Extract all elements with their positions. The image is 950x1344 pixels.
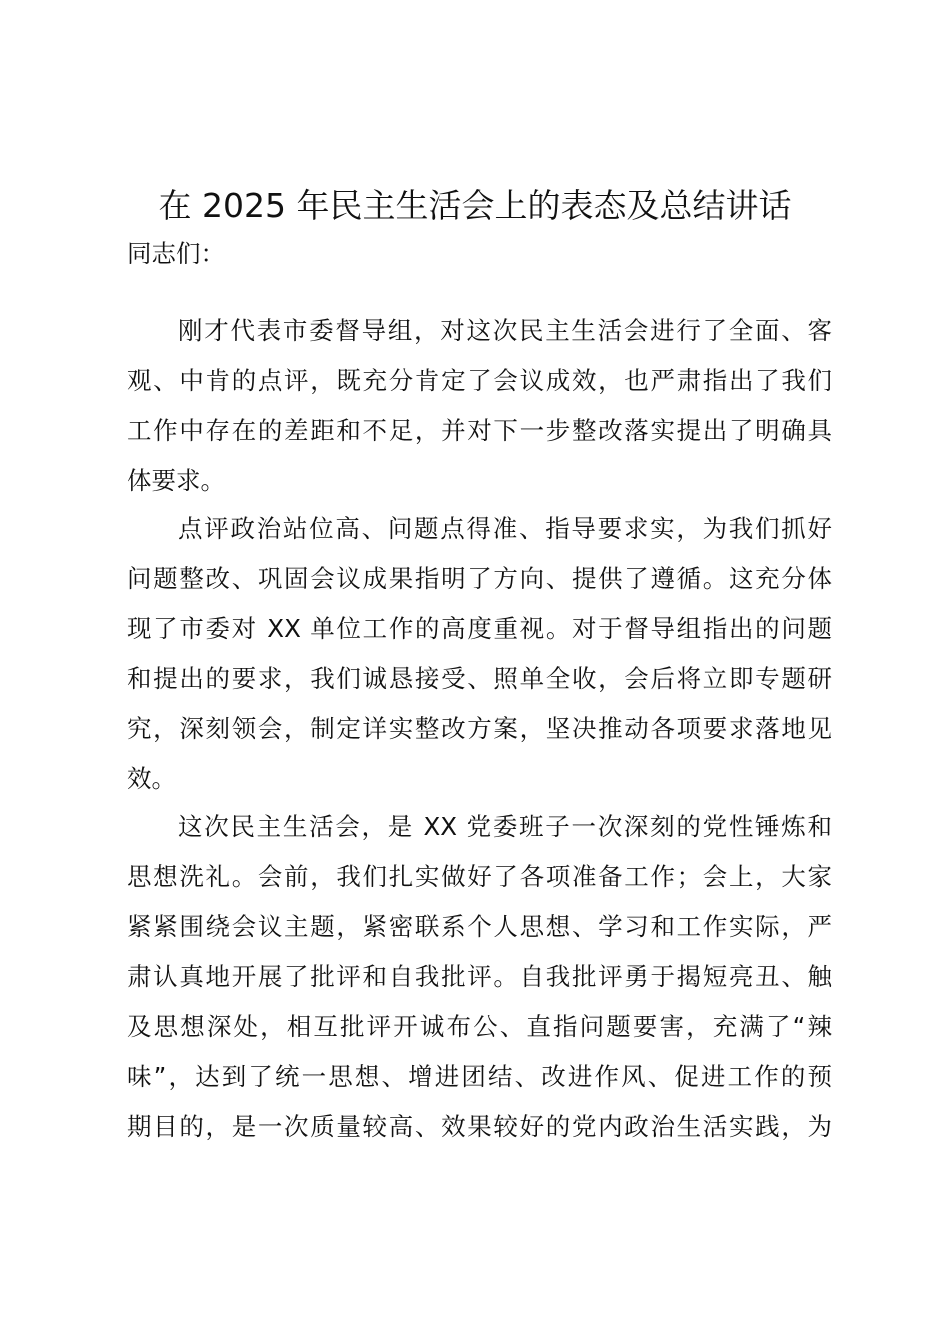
paragraph-line: 究，深刻领会，制定详实整改方案，坚决推动各项要求落地见 [127, 714, 832, 743]
paragraph-line: 肃认真地开展了批评和自我批评。自我批评勇于揭短亮丑、触 [127, 962, 832, 991]
paragraph-line: 效。 [127, 764, 176, 793]
paragraph-3 [127, 802, 832, 1152]
paragraph-line: 和提出的要求，我们诚恳接受、照单全收，会后将立即专题研 [127, 664, 832, 693]
paragraph-line: 味”，达到了统一思想、增进团结、改进作风、促进工作的预 [127, 1062, 832, 1091]
paragraph-line: 观、中肯的点评，既充分肯定了会议成效，也严肃指出了我们 [127, 366, 832, 395]
document-title: 在 2025 年民主生活会上的表态及总结讲话 [158, 186, 792, 225]
paragraph-line: 及思想深处，相互批评开诚布公、直指问题要害，充满了“辣 [127, 1012, 832, 1041]
paragraph-line: 现了市委对 XX 单位工作的高度重视。对于督导组指出的问题 [127, 614, 832, 643]
paragraph-line: 点评政治站位高、问题点得准、指导要求实，为我们抓好 [178, 514, 832, 543]
paragraph-line: 刚才代表市委督导组，对这次民主生活会进行了全面、客 [178, 316, 832, 345]
paragraph-2 [127, 504, 832, 804]
greeting: 同志们： [127, 239, 225, 268]
paragraph-line: 思想洗礼。会前，我们扎实做好了各项准备工作；会上，大家 [127, 862, 832, 891]
paragraph-line: 问题整改、巩固会议成果指明了方向、提供了遵循。这充分体 [127, 564, 832, 593]
paragraph-line: 这次民主生活会，是 XX 党委班子一次深刻的党性锤炼和 [178, 812, 832, 841]
paragraph-line: 紧紧围绕会议主题，紧密联系个人思想、学习和工作实际，严 [127, 912, 832, 941]
paragraph-1 [127, 306, 832, 506]
paragraph-line: 体要求。 [127, 466, 225, 495]
paragraph-line: 工作中存在的差距和不足，并对下一步整改落实提出了明确具 [127, 416, 832, 445]
paragraph-line: 期目的，是一次质量较高、效果较好的党内政治生活实践，为 [127, 1112, 832, 1141]
